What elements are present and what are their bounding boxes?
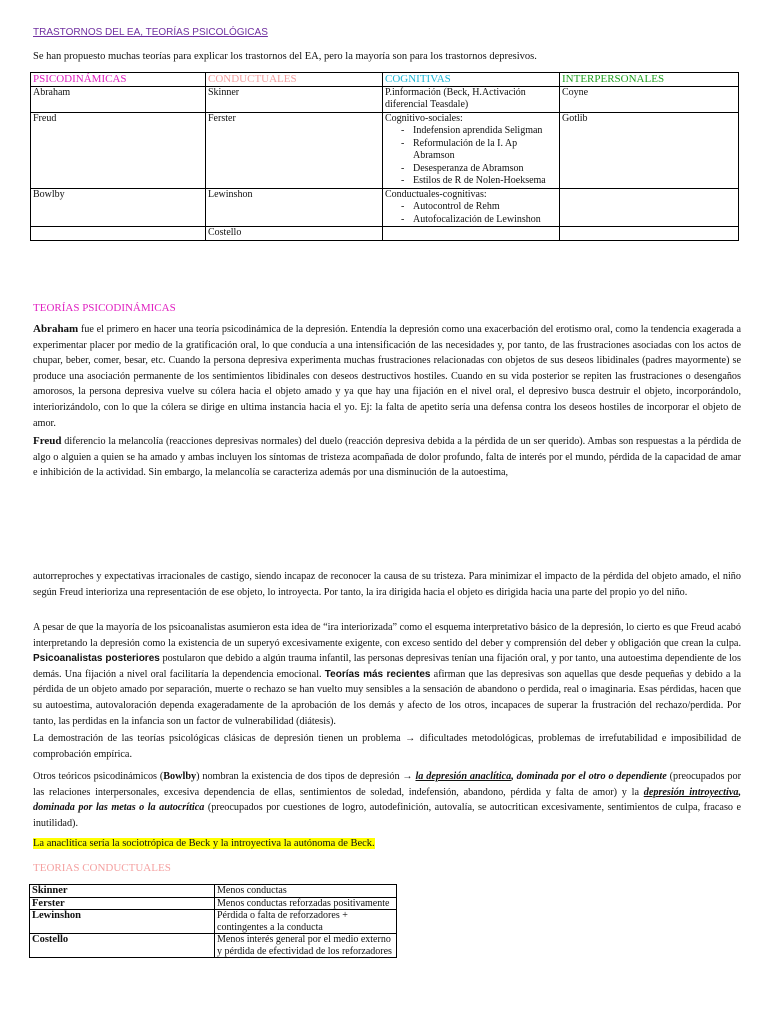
table-cell: P.información (Beck, H.Activación diferencial Teasdale) [383, 86, 560, 112]
paragraph-text: A pesar de que la mayoría de los psicoanalistas asumieron esta idea de “ira interiorizada” como el esquema interpretativo básico de la depresión, lo cierto es que Freud acabó interpretando la depresión como la existencia de un superyó excesivamente exigente, con exceso sentido del deber y comprensión del deber y obligación que crean la culpa. [33, 622, 741, 649]
paragraph-text: (preocupados por las relaciones interpersonales, excesiva dependencia de ellas, sentimientos de soledad, indefensión, abandono, pérdida y falta de amor) y la [33, 771, 741, 798]
table-cell-name: Costello [30, 934, 215, 958]
table-cell: Abraham [31, 86, 206, 112]
table-cell-desc: Menos conductas [215, 885, 397, 898]
paragraph-psicoanalistas [33, 620, 741, 729]
bold-term: Bowlby [163, 771, 197, 782]
section-heading-conductuales: TEORIAS CONDUCTUALES [33, 862, 171, 874]
paragraph-bowlby [33, 769, 741, 831]
conductuales-cognitivas-list [385, 201, 557, 226]
cell-heading: Cognitivo-sociales: [385, 112, 463, 124]
table-cell-desc: Menos conductas reforzadas positivamente [215, 897, 397, 910]
table-row [30, 897, 397, 910]
cognitivo-sociales-list [385, 125, 557, 188]
table-cell [383, 188, 560, 227]
list-item: - Reformulación de la I. Ap Abramson [403, 138, 557, 163]
paragraph-text: ) nombran la existencia de dos tipos de depresión → [196, 771, 416, 782]
table-row [31, 188, 739, 227]
paragraph-text: diferencio la melancolía (reacciones depresivas normales) del duelo (reacción depresiva debida a la pérdida de un ser querido). Ambas son respuestas a la pérdida de algo o alguien a quien se ha amado y ambas incluyen los síntomas de tristeza acompañada de dolor profundo, falta de interés por el mundo, pérdida de la capacidad de amar e inhibición de la actividad. Sin embargo, la melancolía se caracteriza además por una disminución de la autoestima, [33, 436, 741, 479]
header-interpersonales: INTERPERSONALES [560, 73, 739, 87]
table-cell-desc: Pérdida o falta de reforzadores + contingentes a la conducta [215, 910, 397, 934]
author-name: Freud [33, 435, 62, 447]
list-item: - Autofocalización de Lewinshon [403, 214, 557, 227]
paragraph-text: Otros teóricos psicodinámicos ( [33, 771, 164, 782]
table-row [31, 227, 739, 241]
list-item: - Estilos de R de Nolen-Hoeksema [403, 175, 557, 188]
italic-term: , dominada por el otro o dependiente [511, 771, 667, 782]
table-cell [560, 227, 739, 241]
table-row [31, 86, 739, 112]
table-row [31, 112, 739, 188]
table-cell [383, 112, 560, 188]
conductual-table [29, 884, 397, 958]
italic-term: , dominada por las metas o la autocrítica [33, 786, 741, 814]
table-cell [31, 227, 206, 241]
highlighted-text: La anaclítica sería la sociotrópica de Beck y la introyectiva la autónoma de Beck. [33, 838, 375, 849]
paragraph-text: fue el primero en hacer una teoría psicodinámica de la depresión. Entendía la depresión como una exacerbación del erotismo oral, como la tendencia exagerada a experimentar placer por medio de la gratificación oral, lo que conducía a una intensificación de las necesidades y, por tanto, de las frustraciones asociadas con los actos de chupar, beber, comer, besar, etc. Cuando la persona depresiva experimenta muchas frustraciones relacionadas con objetos de sus deseos libidinales (padres mayormente) se produce una asociación permanente de los sentimientos libidinales con deseos destructivos hostiles. Cuando en su vida posterior se repiten las frustraciones o desengaños amorosos, la persona depresiva vuelve su cólera hacia el objeto amado y ya que hay una fijación en el nivel oral, el depresivo busca destruir el objeto, incorporándolo, interiorizándolo, con lo que la cólera se dirige en ultima instancia hacia el yo. Ej: la falta de apetito sería una defensa contra los deseos hostiles de incorporar el objeto de amor. [33, 324, 741, 429]
header-cognitivas: COGNITIVAS [383, 73, 560, 87]
table-row [30, 910, 397, 934]
table-cell: Freud [31, 112, 206, 188]
table-cell: Coyne [560, 86, 739, 112]
header-conductuales: CONDUCTUALES [206, 73, 383, 87]
table-cell: Costello [206, 227, 383, 241]
table-cell-name: Lewinshon [30, 910, 215, 934]
table-cell-name: Ferster [30, 897, 215, 910]
table-row [30, 934, 397, 958]
underlined-term: depresión introyectiva [643, 786, 739, 798]
cell-heading: Conductuales-cognitivas: [385, 188, 487, 200]
paragraph-text: postularon que debido a algún trauma infantil, las personas depresivas tenían una fijación oral, y por tanto, una autoestima dependiente de los demás. Una fijación a nivel oral facilitaría la dependencia emocional. [33, 653, 741, 680]
list-item: - Autocontrol de Rehm [403, 201, 557, 214]
paragraph-text: afirman que las depresivas son aquellas que desde pequeñas y debido a la pérdida de un objeto amado por separación, muerte o rechazo se han vuelto muy sensibles a la sensación de abandono o perdida, real o imaginaria. Esas pérdidas, hacen que su autoestima, autovaloración dependa exageradamente de la aprobación de los demás y afecto de los otros, incapaces de superar la frustración del rechazo/perdida. Por tanto, las perdidas en la infancia son un factor de vulnerabilidad (diátesis). [33, 668, 741, 727]
author-name: Abraham [33, 323, 79, 335]
table-header-row [31, 73, 739, 87]
bold-term: Teorías más recientes [324, 668, 431, 680]
list-item: - Desesperanza de Abramson [403, 163, 557, 176]
highlighted-note [33, 837, 375, 851]
paragraph-freud-cont: autorreproches y expectativas irracionales de castigo, siendo incapaz de reconocer la causa de su tristeza. Para minimizar el impacto de la pérdida del objeto amado, el niño según Freud interioriza una representación de ese objeto, lo introyecta. Por tanto, la ira dirigida hacia el objeto es dirigida hacia una parte del propio yo del niño. [33, 571, 741, 598]
paragraph-demostracion: La demostración de las teorías psicológicas clásicas de depresión tienen un problema → dificultades metodológicas, problemas de irrefutabilidad e imposibilidad de comprobación empírica. [33, 733, 741, 760]
table-cell: Bowlby [31, 188, 206, 227]
intro-text: Se han propuesto muchas teorías para explicar los trastornos del EA, pero la mayoría son para los trastornos depresivos. [33, 51, 537, 62]
document-title: TRASTORNOS DEL EA, TEORÍAS PSICOLÓGICAS [33, 27, 268, 38]
table-cell-name: Skinner [30, 885, 215, 898]
section-heading-psicodinamicas: TEORÍAS PSICODINÁMICAS [33, 302, 176, 314]
table-row [30, 885, 397, 898]
table-cell: Ferster [206, 112, 383, 188]
table-cell-desc: Menos interés general por el medio externo y pérdida de efectividad de los reforzadores [215, 934, 397, 958]
table-cell [560, 188, 739, 227]
paragraph-text: (preocupados por cuestiones de logro, autodefinición, autovalía, se autocritican excesivamente, sentimientos de culpa, fracaso e inutilidad). [33, 802, 741, 829]
paragraph-freud [33, 434, 741, 481]
list-item: - Indefension aprendida Seligman [403, 125, 557, 138]
table-cell [383, 227, 560, 241]
paragraph-abraham [33, 322, 741, 431]
theories-table [30, 72, 739, 241]
table-cell: Lewinshon [206, 188, 383, 227]
underlined-term: la depresión anaclítica [415, 771, 512, 782]
header-psicodinamicas: PSICODINÁMICAS [31, 73, 206, 87]
table-cell: Skinner [206, 86, 383, 112]
table-cell: Gotlib [560, 112, 739, 188]
bold-term: Psicoanalistas posteriores [33, 653, 160, 665]
